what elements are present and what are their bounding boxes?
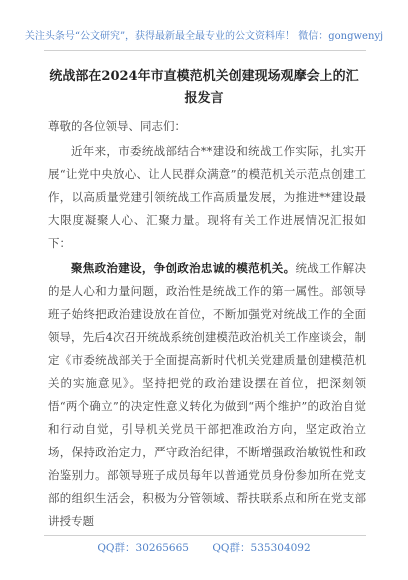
footer-contacts xyxy=(0,540,408,555)
salutation: 尊敬的各位领导、同志们： xyxy=(48,119,186,133)
footer-qq-group-2: QQ群：535304092 xyxy=(212,542,311,554)
document-title: 统战部在2024年市直模范机关创建现场观摩会上的汇报发言 xyxy=(49,69,359,106)
header-divider xyxy=(44,50,366,51)
paragraph-intro: 近年来，市委统战部结合**建设和统战工作实际，扎实开展“让党中央放心、让人民群众满意”的模范机关示范点创建工作，以高质量党建引领统战工作高质量发展，为推进**建设最大限度凝聚人心、汇聚力量。现将有关工作进展情况汇报如下： xyxy=(48,144,366,250)
paragraph-heading: 聚焦政治建设，争创政治忠诚的模范机关。 xyxy=(71,261,296,275)
footer-divider xyxy=(44,535,366,536)
document-body xyxy=(48,140,366,535)
footer-qq-group-1: QQ群：30265665 xyxy=(97,542,189,554)
paragraph-political-building xyxy=(48,257,366,533)
paragraph-text: 统战工作解决的是人心和力量问题，政治性是统战工作的第一属性。部领导班子始终把政治建设放在首位，不断加强党对统战工作的全面领导，先后4次召开统战系统创建模范政治机关工作座谈会，制定《市委统战部关于全面提高新时代机关党建质量创建模范机关的实施意见》。坚持把党的政治建设摆在首位，把深刻领悟“两个确立”的决定性意义转化为做到“两个维护”的政治自觉和行动自觉，引导机关党员干部把准政治方向，坚定政治立场，保持政治定力，严守政治纪律，不断增强政治敏锐性和政治鉴别力。部领导班子成员每年以普通党员身份参加所在党支部的组织生活会，积极为分管领域、帮扶联系点和所在党支部讲授专题 xyxy=(48,261,366,528)
header-note: 关注头条号“公文研究”，获得最新最全最专业的公文资料库！ 微信：gongwenyj xyxy=(24,31,384,42)
